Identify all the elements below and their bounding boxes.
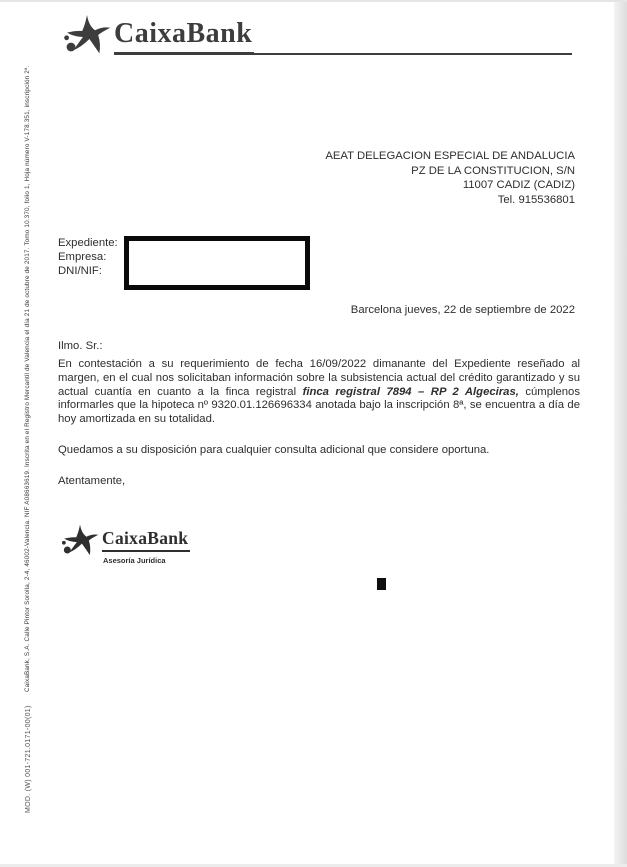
paragraph-text: En contestación a su requerimiento de fecha 16/09/2022 dimanante del Expediente reseñado al margen, en el cual nos solicitaban información sobre la subsistencia actual del crédito garantizado y su actual cuantía en cuanto a la finca registral	[58, 358, 580, 398]
scan-edge	[0, 0, 627, 2]
paragraph-text: cúmplenos informarles que la hipoteca nº 9320.01.126696334 anotada bajo la inscripción 8ª, se encuentra a día de hoy amortizada en su totalidad.	[58, 385, 580, 426]
dni-nif-label: DNI/NIF:	[58, 265, 102, 277]
caixabank-star-icon	[61, 524, 99, 557]
recipient-line: PZ DE LA CONSTITUCION, S/N	[411, 164, 575, 177]
signature-brand-underline	[102, 550, 190, 552]
recipient-line: AEAT DELEGACION ESPECIAL DE ANDALUCIA	[325, 150, 575, 162]
redaction-box	[124, 236, 310, 290]
brand-wordmark: CaixaBank	[114, 18, 253, 49]
recipient-address-block	[325, 149, 575, 207]
recipient-line: Tel. 915536801	[497, 193, 575, 206]
reference-labels	[58, 236, 118, 278]
form-code-margin-text: MOD. (W) 001-721.0171-00(01)	[25, 705, 32, 813]
signature-unit-label: Asesoría Jurídica	[103, 556, 166, 565]
scan-edge	[614, 0, 627, 867]
header-rule	[254, 53, 572, 55]
expediente-label: Expediente:	[58, 237, 118, 249]
empresa-label: Empresa:	[58, 251, 107, 263]
closing-line: Atentamente,	[58, 475, 126, 487]
company-registration-margin-text: CaixaBank, S.A. Calle Pintor Sorolla, 2-4, 46002-Valencia. NIF A08663619. Inscrita en el Registro Mercantil de Valencia el día 21 de octubre de 2017. Tomo 10.370, folio 1, Hoja número V-178.351, inscripción 2ª.	[24, 65, 31, 692]
date-line: Barcelona jueves, 22 de septiembre de 2022	[350, 304, 575, 316]
paragraph-emphasis: finca registral 7894 – RP 2 Algeciras,	[302, 385, 519, 398]
caixabank-star-icon	[63, 14, 111, 56]
brand-underline	[114, 52, 254, 55]
salutation: Ilmo. Sr.:	[58, 340, 103, 352]
body-paragraph-1	[58, 358, 580, 427]
body-paragraph-2: Quedamos a su disposición para cualquier consulta adicional que considere oportuna.	[58, 444, 490, 456]
recipient-line: 11007 CADIZ (CADIZ)	[462, 179, 575, 191]
signature-brand-wordmark: CaixaBank	[102, 528, 189, 548]
scan-mark	[377, 578, 386, 590]
